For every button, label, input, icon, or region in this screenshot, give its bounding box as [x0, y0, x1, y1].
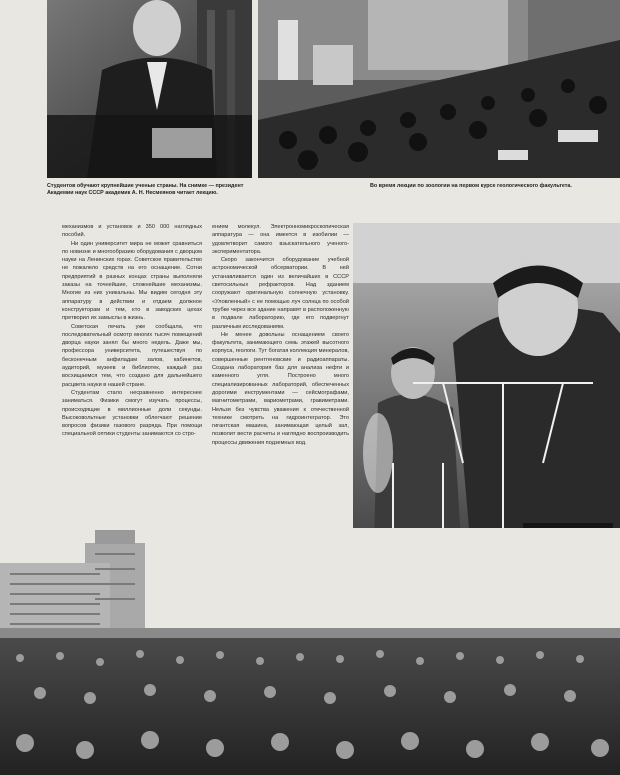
article-paragraph: механизмов и установок и 350 000 наглядных пособий. [62, 224, 202, 239]
article-paragraph: Скоро закончится оборудование учебной астрономической обсерватории. В ней устанавливается один из величайших в СССР светосильных рефракторов. Над зданием сооружают оригинальную солнечную установку. «Уловленный» с ее помощью луч солнца по особой трубке через все здание направят в расположенную в подвале лабораторию, где его подвергнут различным исследованиям. [212, 257, 349, 330]
article-paragraph: Не менее довольны оснащением своего факультета, занимающего семь этажей высотного корпуса, геологи. Тут богатая коллекция минералов, совершенные рентгеновские и радиоаппараты. Создана лаборатория баз для анализа нефти и каменного угля. Построено много специализированных лабораторий, обеспеченных дорогими инструментами — сейсмографами, магнитометрами, вариометрами, гравиметрами. Нельзя без чувства уважения к отечественной технике смотреть на гидроинтегратор. Это гигантская машина, занимающая целый зал, позволит вести расчеты и наглядно воспроизводить процессы движения подземных вод. [212, 331, 349, 446]
article-paragraph: Советская печать уже сообщала, что последовательный осмотр многих тысяч помещений дворца науки занял бы много недель. Даже мы, профессора университета, путешествуя по бесконечным анфиладам залов, кабинетов, аудиторий, музеев и библиотек, каждый раз восхищаемся тем, что создано для дальнейшего расцвета науки в нашей стране. [62, 323, 202, 388]
photo-academician-lecture [47, 0, 252, 178]
article-paragraph: ением молекул. Электронномикроскопическая аппаратура — она имеется в изобилии — удовлетворит самого взыскательного ученого-экспериментатора. [212, 224, 349, 255]
article-column-2 [212, 223, 349, 447]
photo-zoology-lecture [258, 0, 620, 178]
photo-university-rally [0, 528, 620, 775]
caption-academician-lecture: Студентов обучают крупнейшие ученые страны. На снимке — президент Академии наук СССР академик А. Н. Несмеянов читает лекцию. [47, 183, 244, 196]
article-column-1 [62, 223, 202, 439]
article-paragraph: Студентам стало несравненно интереснее заниматься. Физики смогут изучать процессы, происходящие в миллионные доли секунды. Высоковольтные установки облегчают решение вопросов физики газового разряда. При помощи специальной оптики студенты занимаются со стро- [62, 389, 202, 438]
caption-zoology-lecture: Во время лекции по зоологии на первом курсе геологического факультета. [370, 183, 572, 189]
photo-laboratory-students [353, 223, 620, 575]
article-paragraph: Ни один университет мира не может сравниться по новизне и многообразию оборудования с дворцом науки на Ленинских горах. Советское правительство не пожалело средств на его оснащение. Сотни предприятий в разных концах страны выполняли заказы на точнейшие, сложнейшие механизмы. Многие из них уникальны. Мы видим сегодня эту аппаратуру в действии и отдаем должное конструкторам и тем, кто в заводских цехах претворил их замыслы в жизнь. [62, 240, 202, 322]
